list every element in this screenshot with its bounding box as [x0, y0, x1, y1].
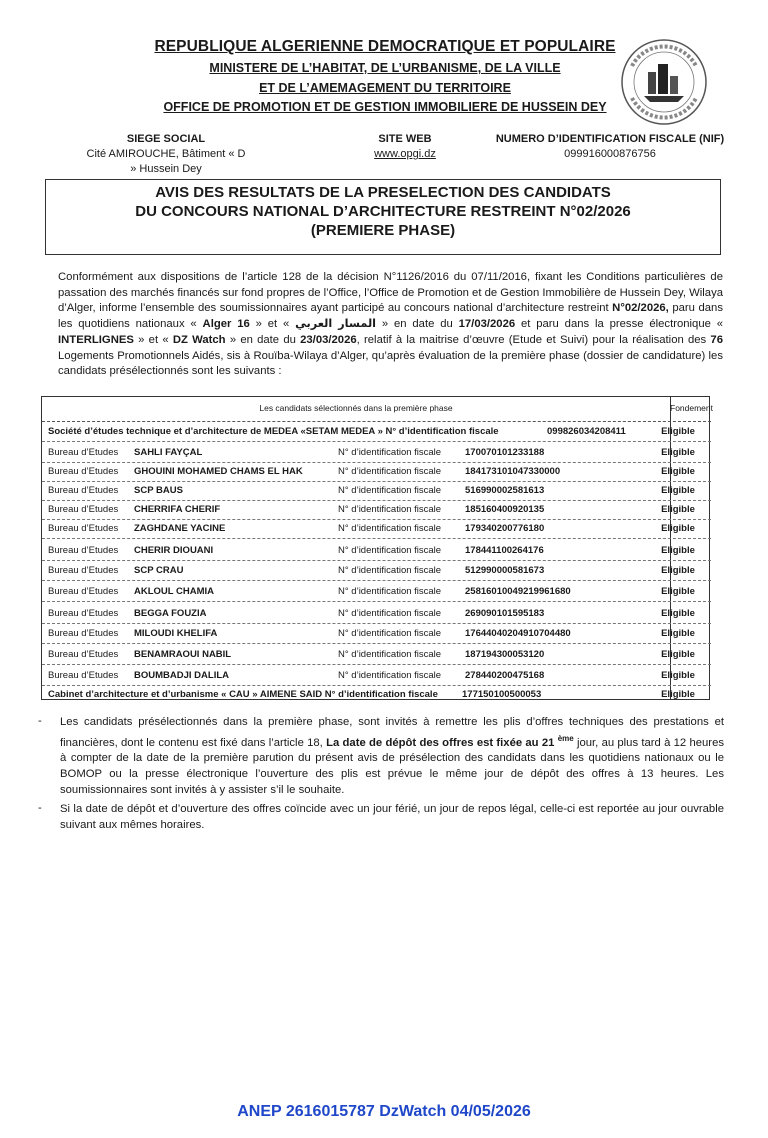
candidate-type: Bureau d’Etudes — [48, 523, 119, 534]
siege-social — [86, 132, 246, 177]
fondement-column-header: Fondement — [670, 403, 713, 413]
eligibility-status: Eligible — [661, 649, 695, 660]
nif-label: N° d’identification fiscale — [338, 485, 442, 496]
candidates-column-header: Les candidats sélectionnés dans la première phase — [259, 403, 453, 413]
eligibility-status: Eligible — [661, 485, 695, 496]
candidate-name: BEGGA FOUZIA — [134, 608, 207, 619]
table-row — [42, 518, 711, 539]
eligibility-status: Eligible — [661, 466, 695, 477]
eligibility-status: Eligible — [661, 628, 695, 639]
candidate-nif: 516990002581613 — [465, 485, 545, 496]
site-web — [340, 132, 470, 162]
eligibility-status: Eligible — [661, 426, 695, 437]
candidate-type: Bureau d’Etudes — [48, 447, 119, 458]
candidate-type: Bureau d’Etudes — [48, 485, 119, 496]
candidate-name: MILOUDI KHELIFA — [134, 628, 218, 639]
eligibility-status: Eligible — [661, 523, 695, 534]
site-link[interactable]: www.opgi.dz — [374, 148, 436, 160]
eligibility-status: Eligible — [661, 586, 695, 597]
nif-label: NUMERO D’IDENTIFICATION FISCALE (NIF) — [495, 133, 725, 145]
candidate-nif: 170070101233188 — [465, 447, 545, 458]
nif-label: N° d’identification fiscale — [338, 504, 442, 515]
nif-label: N° d’identification fiscale — [338, 466, 442, 477]
candidate-nif: 17644040204910704480 — [465, 628, 571, 639]
table-row — [42, 540, 711, 561]
siege-address: Cité AMIROUCHE, Bâtiment « D » Hussein Dey — [86, 148, 246, 175]
candidate-nif: 25816010049219961680 — [465, 586, 571, 597]
candidate-name: GHOUINI MOHAMED CHAMS EL HAK — [134, 466, 303, 477]
table-row — [42, 442, 711, 463]
candidate-name: BENAMRAOUI NABIL — [134, 649, 232, 660]
deposit-date: La date de dépôt des offres est fixée au 21 — [326, 736, 555, 749]
nif-label: N° d’identification fiscale — [338, 649, 442, 660]
publication-date: 23/03/2026 — [300, 333, 357, 346]
candidate-type: Bureau d’Etudes — [48, 608, 119, 619]
publication-footer: ANEP 2616015787 DzWatch 04/05/2026 — [237, 1103, 531, 1120]
table-row — [42, 603, 711, 624]
nif-label: N° d’identification fiscale — [338, 628, 442, 639]
bullet-dash: - — [38, 715, 42, 727]
candidate-name: CHERRIFA CHERIF — [134, 504, 221, 515]
candidate-name: AKLOUL CHAMIA — [134, 586, 215, 597]
eligibility-status: Eligible — [661, 447, 695, 458]
candidate-name: Société d’études technique et d’architecture de MEDEA «SETAM MEDEA » N° d’identification fiscale — [48, 426, 499, 437]
candidate-type: Bureau d’Etudes — [48, 466, 119, 477]
header-office: OFFICE DE PROMOTION ET DE GESTION IMMOBILIERE DE HUSSEIN DEY — [163, 100, 607, 114]
e-press-name: DZ Watch — [172, 333, 226, 346]
candidate-type: Bureau d’Etudes — [48, 504, 119, 515]
candidate-nif: 178441100264176 — [465, 545, 544, 556]
candidate-nif: 512990000581673 — [465, 565, 545, 576]
newspaper-name: Alger 16 — [202, 318, 250, 331]
nif-label: N° d’identification fiscale — [338, 586, 442, 597]
intro-text: et paru dans la presse électronique « — [515, 318, 723, 331]
intro-text: , relatif à la maitrise d’œuvre (Etude et Suivi) pour la réalisation des — [356, 333, 711, 346]
nif-label: N° d’identification fiscale — [338, 608, 442, 619]
intro-text: » et « — [249, 318, 296, 331]
notice-title-line1: AVIS DES RESULTATS DE LA PRESELECTION DES CANDIDATS — [155, 184, 611, 201]
candidate-nif: 187194300053120 — [465, 649, 545, 660]
nif-label: N° d’identification fiscale — [338, 565, 442, 576]
table-row — [42, 560, 711, 581]
intro-text: Conformément aux dispositions de l’article 128 de la décision N°1126/2016 du 07/11/2016, fixant les Conditions particulières de passation des marchés financés sur fond propres de l’Office, l’Office de Promotion et de Gestion Immobilière de Hussein Dey, Wilaya d’Alger, informe l’ensemble des soumissionnaires ayant participé au concours national d’architecture restreint — [58, 271, 723, 315]
site-label: SITE WEB — [378, 133, 432, 145]
nif-label: N° d’identification fiscale — [338, 523, 442, 534]
candidate-nif: 269090101595183 — [465, 608, 545, 619]
candidate-type: Bureau d’Etudes — [48, 649, 119, 660]
eligibility-status: Eligible — [661, 670, 695, 681]
table-row — [42, 581, 711, 602]
intro-text: paru dans les quotidiens nationaux « — [58, 302, 723, 331]
bullet-holiday: Si la date de dépôt et d’ouverture des offres coïncide avec un jour férié, un jour de repos légal, celle-ci est reportée au jour ouvrable suivant aux mêmes horaires. — [60, 803, 724, 831]
header-ministry-cont: ET DE L’AMEMAGEMENT DU TERRITOIRE — [259, 81, 511, 95]
nif-label: N° d’identification fiscale — [338, 545, 442, 556]
candidate-name: CHERIR DIOUANI — [134, 545, 214, 556]
eligibility-status: Eligible — [661, 689, 695, 700]
contest-number: N°02/2026, — [612, 302, 669, 315]
eligibility-status: Eligible — [661, 608, 695, 619]
header-ministry: MINISTERE DE L’HABITAT, DE L’URBANISME, DE LA VILLE — [209, 61, 561, 75]
notice-title-line2: DU CONCOURS NATIONAL D’ARCHITECTURE RESTREINT N°02/2026 — [135, 203, 631, 220]
housing-count: 76 — [710, 333, 723, 346]
siege-label: SIEGE SOCIAL — [126, 133, 206, 145]
newspaper-name-arabic: المسار العربي — [295, 318, 377, 331]
table-row — [42, 623, 711, 644]
candidate-nif: 177150100500053 — [462, 689, 542, 700]
table-row — [42, 499, 711, 520]
candidates-table — [41, 396, 713, 700]
candidate-name: SCP BAUS — [134, 485, 183, 496]
candidate-nif: 278440200475168 — [465, 670, 545, 681]
candidate-nif: 185160400920135 — [465, 504, 545, 515]
e-press-name: INTERLIGNES — [58, 333, 134, 346]
table-row — [42, 684, 711, 704]
candidate-type: Bureau d’Etudes — [48, 586, 119, 597]
candidate-name: ZAGHDANE YACINE — [134, 523, 226, 534]
candidate-name: SCP CRAU — [134, 565, 184, 576]
bullet-text: Les candidats présélectionnés dans la première phase, sont invités à remettre les plis d’offres techniques des prestations et financières, dont le contenu est fixé dans l’article 18, — [60, 716, 724, 749]
intro-text: » en date du — [225, 333, 301, 346]
intro-text: » et « — [133, 333, 173, 346]
nif-value: 099916000876756 — [564, 148, 656, 160]
opgi-logo — [618, 36, 710, 128]
candidate-name: Cabinet d’architecture et d’urbanisme « CAU » AIMENE SAID N° d’identification fiscale — [48, 689, 438, 700]
table-row — [42, 421, 711, 442]
table-row — [42, 665, 711, 686]
candidate-type: Bureau d’Etudes — [48, 628, 119, 639]
table-row — [42, 461, 711, 482]
intro-text: » en date du — [376, 318, 459, 331]
table-row — [42, 644, 711, 665]
table-row — [42, 480, 711, 501]
candidate-type: Bureau d’Etudes — [48, 670, 119, 681]
notice-title-box — [45, 179, 721, 255]
eligibility-status: Eligible — [661, 545, 695, 556]
ordinal-suffix: ème — [557, 733, 574, 743]
eligibility-status: Eligible — [661, 565, 695, 576]
candidate-nif: 099826034208411 — [547, 426, 626, 437]
eligibility-status: Eligible — [661, 504, 695, 515]
nif-label: N° d’identification fiscale — [338, 670, 442, 681]
nif-block — [490, 132, 730, 162]
candidate-nif: 179340200776180 — [465, 523, 545, 534]
intro-paragraph — [58, 270, 723, 380]
candidate-type: Bureau d’Etudes — [48, 545, 119, 556]
bullet-offers — [60, 715, 724, 798]
candidate-type: Bureau d’Etudes — [48, 565, 119, 576]
bullet-text: jour, au plus tard à 12 heures à compter de la date de la première parution du présent avis de présélection des candidats dans les quotidiens nationaux ou le BOMOP ou la presse électronique l’ouverture des plis est prévue le même jour de dépôt des offres à 13 heures. Les soumissionnaires sont invités à y assister s’il le souhaite. — [60, 736, 725, 796]
candidate-nif: 184173101047330000 — [465, 466, 561, 477]
intro-text: Logements Promotionnels Aidés, sis à Rouïba-Wilaya d’Alger, qu’après évaluation de la première phase (dossier de candidature) les candidats présélectionnés sont les suivants : — [58, 349, 723, 378]
publication-date: 17/03/2026 — [458, 318, 516, 331]
header-republic: REPUBLIQUE ALGERIENNE DEMOCRATIQUE ET POPULAIRE — [154, 38, 616, 55]
candidate-name: SAHLI FAYÇAL — [134, 447, 203, 458]
nif-label: N° d’identification fiscale — [338, 447, 442, 458]
bullet-dash: - — [38, 802, 42, 814]
notice-title-line3: (PREMIERE PHASE) — [310, 222, 456, 239]
candidate-name: BOUMBADJI DALILA — [134, 670, 229, 681]
